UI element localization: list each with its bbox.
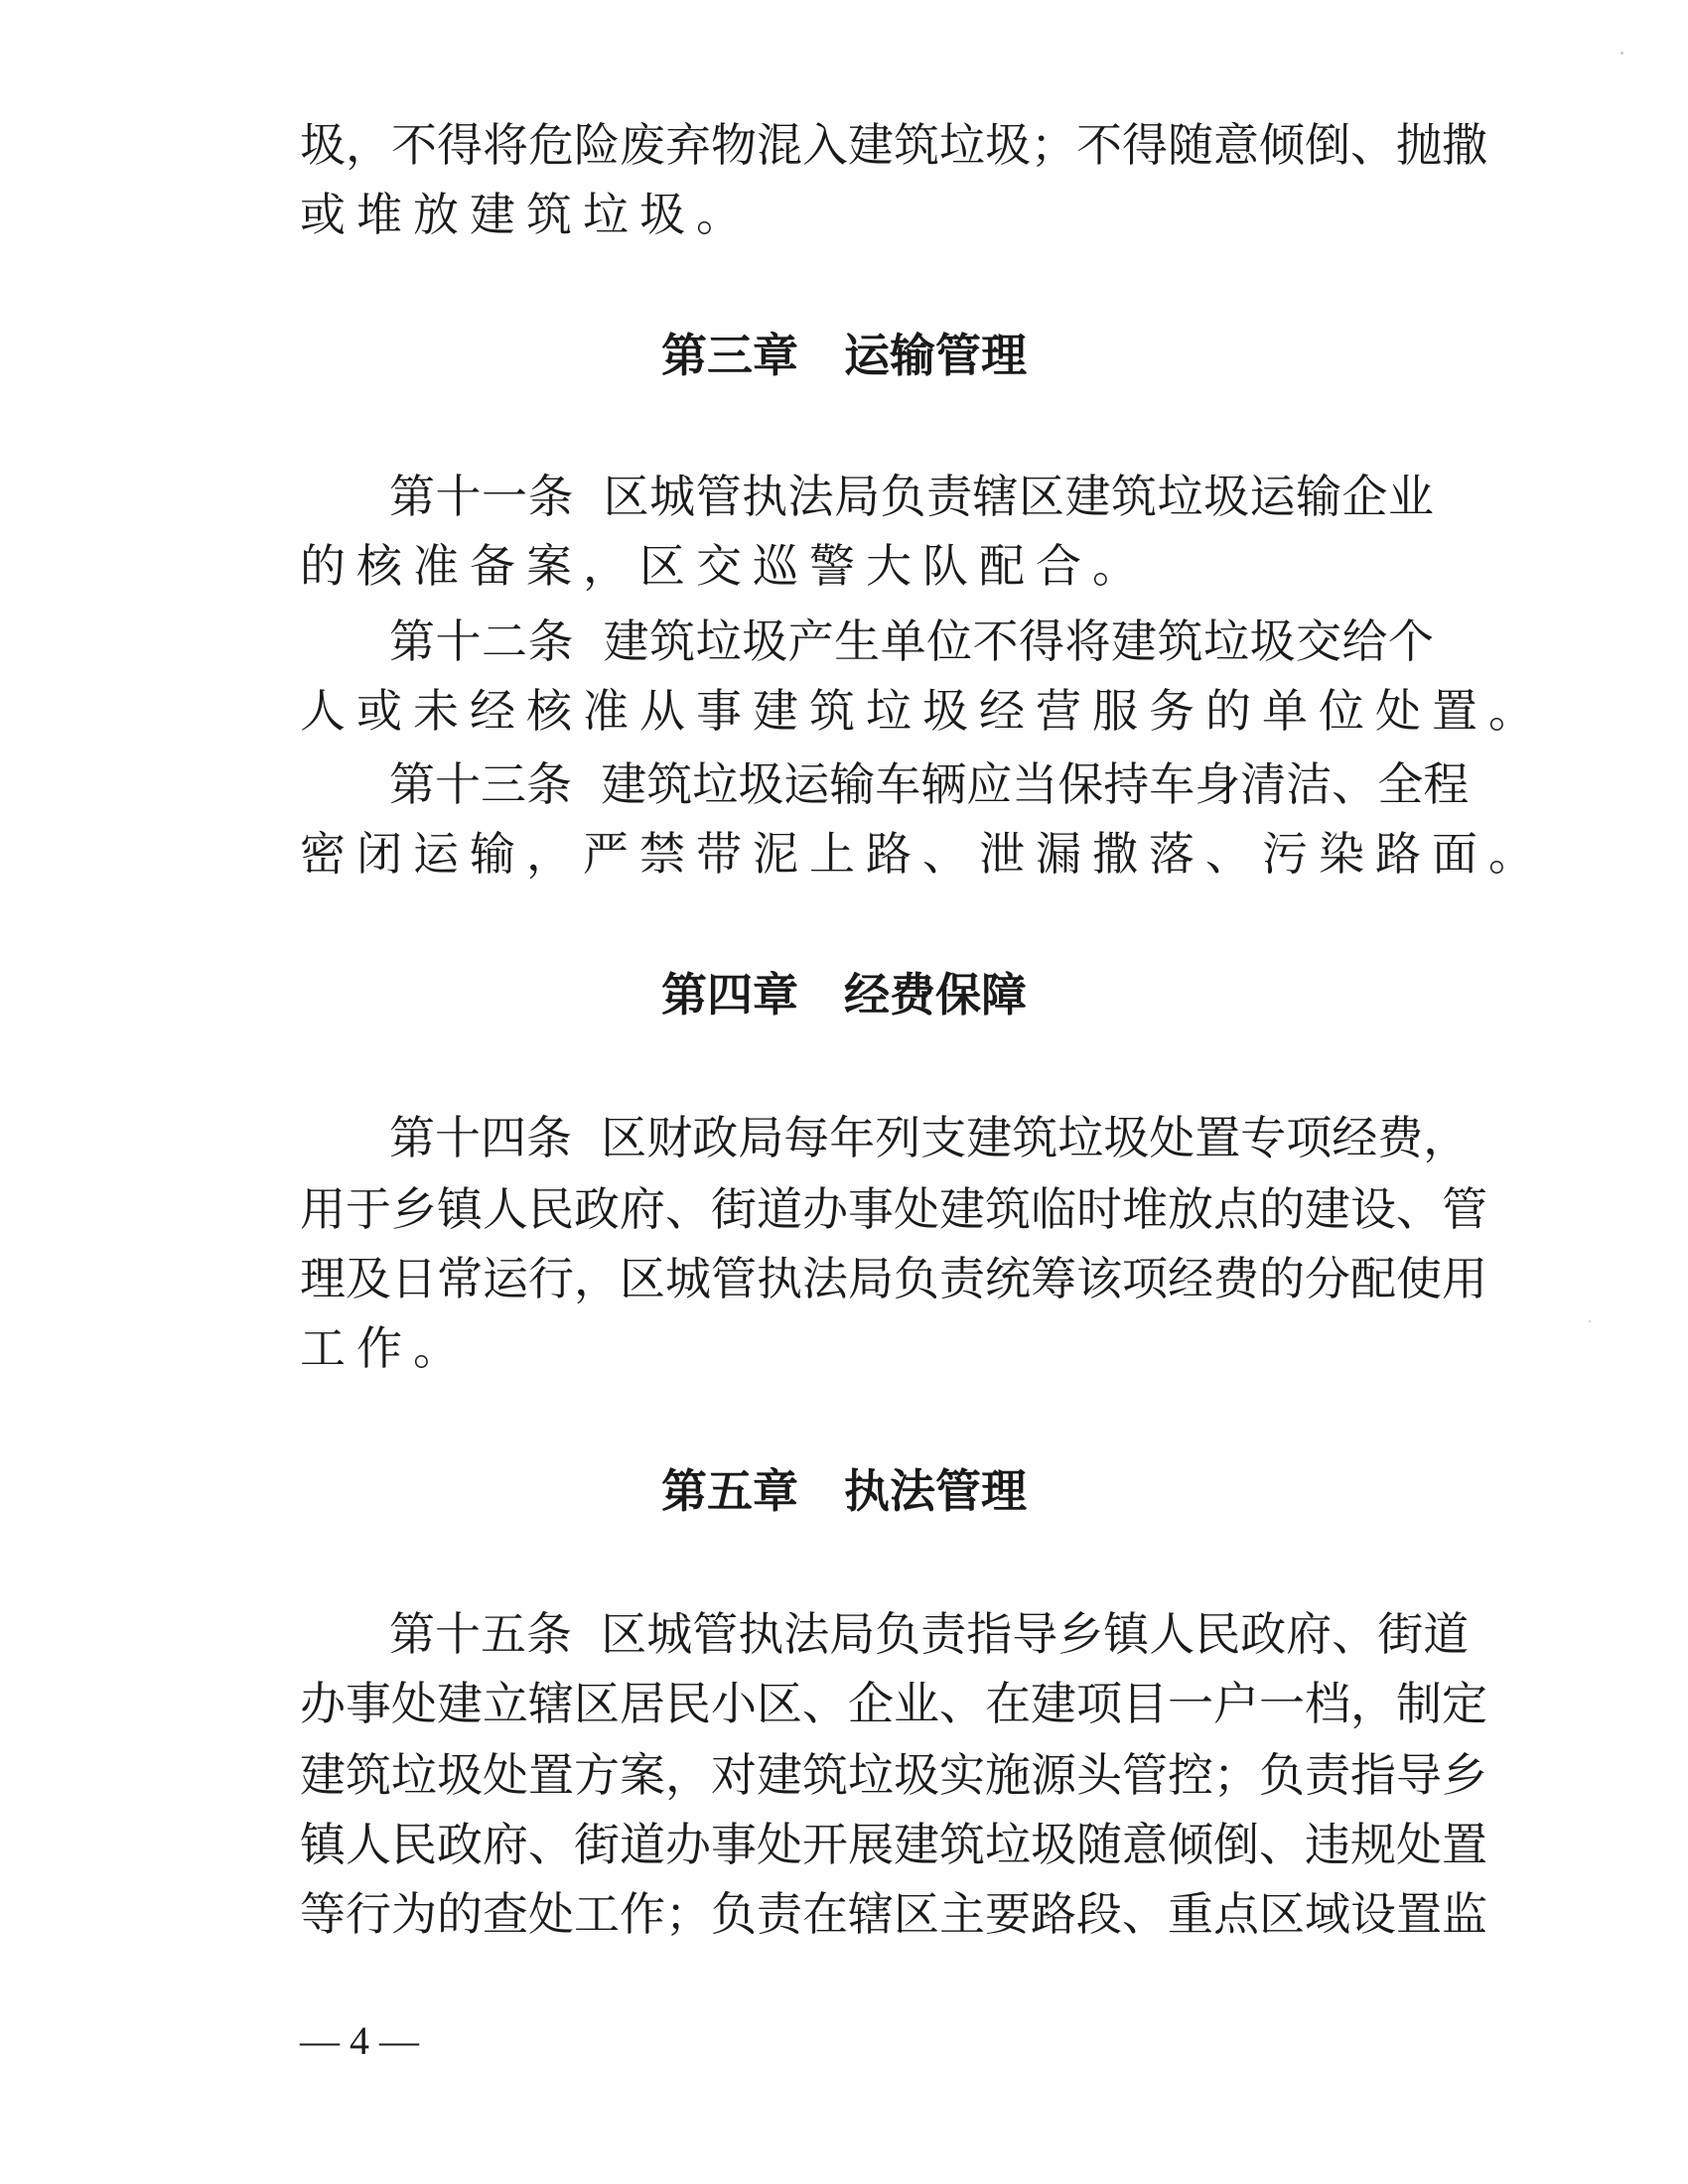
body-text-line: 圾 ， 不 得 将 危 险 废 弃 物 混 入 建 筑 垃 圾 ； 不 得 随 意 倾 倒 、 抛 撒 xyxy=(300,118,1487,172)
body-text-line: 等 行 为 的 查 处 工 作 ； 负 责 在 辖 区 主 要 路 段 、 重 点 区 域 设 置 监 xyxy=(300,1887,1487,1941)
article-first-line: 第 十 五 条 区 城 管 执 法 局 负 责 指 导 乡 镇 人 民 政 府 、 街 道 xyxy=(389,1607,1470,1661)
body-text-line: 的 核 准 备 案 ， 区 交 巡 警 大 队 配 合 。 xyxy=(300,539,1138,593)
body-text-line: 工 作 。 xyxy=(300,1321,459,1375)
chapter-heading: 第三章 运输管理 xyxy=(661,329,1027,382)
body-text-line: 理 及 日 常 运 行 ， 区 城 管 执 法 局 负 责 统 筹 该 项 经 费 的 分 配 使 用 xyxy=(300,1252,1487,1305)
body-text-line: 人 或 未 经 核 准 从 事 建 筑 垃 圾 经 营 服 务 的 单 位 处 置 。 xyxy=(300,684,1534,738)
chapter-heading: 第四章 经费保障 xyxy=(661,968,1027,1022)
chapter-heading: 第五章 执法管理 xyxy=(661,1464,1027,1518)
article-first-line: 第 十 一 条 区 城 管 执 法 局 负 责 辖 区 建 筑 垃 圾 运 输 企 业 xyxy=(389,470,1434,523)
body-text-line: 用 于 乡 镇 人 民 政 府 、 街 道 办 事 处 建 筑 临 时 堆 放 点 的 建 设 、 管 xyxy=(300,1182,1487,1236)
page-number: — 4 — xyxy=(300,2018,419,2063)
scan-speck xyxy=(1620,52,1623,55)
body-text-line: 镇 人 民 政 府 、 街 道 办 事 处 开 展 建 筑 垃 圾 随 意 倾 倒 、 违 规 处 置 xyxy=(300,1818,1487,1871)
article-first-line: 第 十 二 条 建 筑 垃 圾 产 生 单 位 不 得 将 建 筑 垃 圾 交 给 个 xyxy=(389,614,1434,668)
article-first-line: 第 十 三 条 建 筑 垃 圾 运 输 车 辆 应 当 保 持 车 身 清 洁 、 全 程 xyxy=(389,757,1470,811)
article-first-line: 第 十 四 条 区 财 政 局 每 年 列 支 建 筑 垃 圾 处 置 专 项 经 费 ， xyxy=(389,1111,1470,1164)
scan-speck xyxy=(1589,1320,1591,1322)
body-text-line: 或 堆 放 建 筑 垃 圾 。 xyxy=(300,188,742,241)
body-text-line: 建 筑 垃 圾 处 置 方 案 ， 对 建 筑 垃 圾 实 施 源 头 管 控 ； 负 责 指 导 乡 xyxy=(300,1748,1487,1802)
body-text-line: 办 事 处 建 立 辖 区 居 民 小 区 、 企 业 、 在 建 项 目 一 户 一 档 ， 制 定 xyxy=(300,1677,1487,1730)
body-text-line: 密 闭 运 输 ， 严 禁 带 泥 上 路 、 泄 漏 撒 落 、 污 染 路 面 。 xyxy=(300,827,1534,881)
